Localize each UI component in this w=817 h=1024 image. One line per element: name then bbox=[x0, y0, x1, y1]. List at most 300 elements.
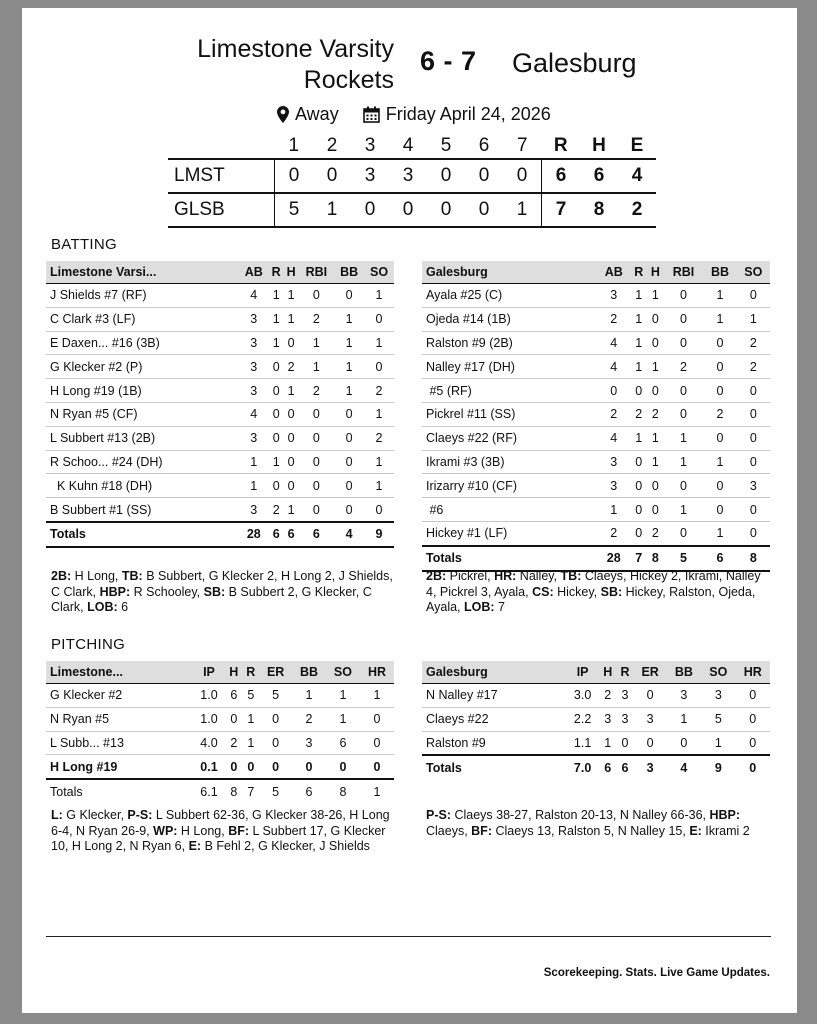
stat-value: 0 bbox=[360, 755, 394, 779]
totals-value: 8 bbox=[230, 785, 238, 800]
note-key: LOB: bbox=[464, 600, 495, 614]
note-key: SB: bbox=[203, 584, 226, 599]
stat-value: 0 bbox=[664, 474, 704, 498]
note-value: Hickey, bbox=[553, 584, 601, 599]
inning-score: 3 bbox=[364, 165, 376, 186]
totals-value: 6 bbox=[703, 546, 736, 571]
stat-value: 0 bbox=[284, 474, 299, 498]
stat-value: 3 bbox=[239, 331, 269, 355]
note-value: B Subbert, G Klecker 2, H Long 2, J Shields, C Clark, bbox=[51, 569, 393, 599]
stat-value: 1 bbox=[630, 284, 647, 308]
stat-value: 1 bbox=[647, 355, 664, 379]
stat-column-header: ER bbox=[634, 661, 667, 684]
stat-value: 1 bbox=[239, 450, 269, 474]
inning-score: 0 bbox=[503, 159, 542, 193]
stat-value: 0 bbox=[616, 731, 633, 755]
player-name: J Shields #7 (RF) bbox=[46, 284, 239, 308]
stat-column-header: IP bbox=[566, 661, 599, 684]
stat-value: 0 bbox=[736, 707, 770, 731]
stat-value: 0 bbox=[647, 379, 664, 403]
away-pitching-table bbox=[422, 661, 770, 780]
totals-row bbox=[46, 522, 394, 547]
stat-column-header: BB bbox=[292, 661, 326, 684]
stat-value: 0 bbox=[269, 426, 284, 450]
stat-value: 1 bbox=[334, 379, 364, 403]
player-name: Claeys #22 (RF) bbox=[422, 426, 597, 450]
stat-value: 1 bbox=[703, 284, 736, 308]
note-value: Nalley, bbox=[516, 569, 561, 583]
footer-tagline: Scorekeeping. Stats. Live Game Updates. bbox=[543, 967, 770, 979]
stat-value: 0 bbox=[630, 450, 647, 474]
stat-column-header: AB bbox=[239, 261, 269, 284]
runs-header: R bbox=[553, 135, 568, 156]
batter-row bbox=[422, 402, 770, 426]
stat-value: 0 bbox=[664, 331, 704, 355]
stat-value: 1 bbox=[703, 307, 736, 331]
stat-value: 3 bbox=[597, 284, 630, 308]
inning-header: 7 bbox=[516, 135, 528, 156]
batter-row bbox=[46, 284, 394, 308]
stat-column-header: BB bbox=[703, 261, 736, 284]
stat-value: 0 bbox=[299, 474, 335, 498]
batter-row bbox=[422, 284, 770, 308]
batter-row bbox=[46, 426, 394, 450]
player-name: N Ryan #5 bbox=[46, 707, 193, 731]
batter-row bbox=[422, 521, 770, 545]
totals-value: 4 bbox=[680, 761, 688, 776]
stat-value: 0 bbox=[737, 402, 770, 426]
away-pitching-notes bbox=[426, 808, 771, 839]
home-pitching-table bbox=[46, 661, 394, 804]
inning-score: 0 bbox=[326, 165, 338, 186]
stat-value: 1 bbox=[664, 450, 704, 474]
note-value: Claeys 38-27, Ralston 20-13, N Nalley 66-36, bbox=[451, 808, 710, 822]
note-value: H Long, bbox=[71, 569, 122, 583]
player-name: H Long #19 (1B) bbox=[46, 379, 239, 403]
stat-header-row bbox=[422, 261, 770, 284]
stat-value: 0 bbox=[334, 474, 364, 498]
totals-label: Totals bbox=[50, 785, 83, 800]
batter-row bbox=[46, 402, 394, 426]
stat-column-header: RBI bbox=[664, 261, 704, 284]
totals-row bbox=[422, 546, 770, 571]
game-meta bbox=[277, 104, 551, 125]
stat-column-header: RBI bbox=[299, 261, 335, 284]
batter-row bbox=[46, 498, 394, 522]
stat-value: 1 bbox=[334, 331, 364, 355]
stat-value: 1 bbox=[334, 355, 364, 379]
note-key: SB: bbox=[600, 584, 623, 599]
stat-value: 0 bbox=[299, 450, 335, 474]
stat-value: 3 bbox=[737, 474, 770, 498]
stat-value: 3 bbox=[239, 379, 269, 403]
totals-value: 28 bbox=[239, 522, 269, 547]
inning-score: 5 bbox=[288, 199, 300, 220]
stat-column-header: R bbox=[630, 261, 647, 284]
team-column-header: Galesburg bbox=[422, 661, 566, 684]
stat-value: 2 bbox=[599, 684, 616, 708]
stat-value: 2 bbox=[269, 498, 284, 522]
stat-value: 0 bbox=[634, 684, 667, 708]
stat-column-header: SO bbox=[364, 261, 394, 284]
player-name: N Ryan #5 (CF) bbox=[46, 402, 239, 426]
stat-value: 3 bbox=[239, 426, 269, 450]
stat-value: 0 bbox=[737, 284, 770, 308]
stat-value: 0 bbox=[299, 498, 335, 522]
inning-score: 0 bbox=[440, 165, 452, 186]
stat-column-header: SO bbox=[326, 661, 360, 684]
batter-row bbox=[46, 331, 394, 355]
stat-value: 0 bbox=[334, 498, 364, 522]
totals-value: 6 bbox=[299, 522, 335, 547]
note-value: Claeys, Hickey 2, Ikrami, Nalley 4, Pickrel 3, Ayala, bbox=[426, 569, 761, 599]
linescore-row-away bbox=[168, 193, 656, 227]
stat-value: 1 bbox=[269, 331, 284, 355]
stat-column-header: H bbox=[225, 661, 242, 684]
stat-value: 0 bbox=[703, 474, 736, 498]
note-value: Claeys 13, Ralston 5, N Nalley 15, bbox=[491, 823, 690, 838]
stat-value: 0 bbox=[737, 450, 770, 474]
totals-value: 7 bbox=[247, 785, 255, 800]
stat-value: 0 bbox=[630, 521, 647, 545]
stat-value: 3 bbox=[239, 498, 269, 522]
stat-column-header: BB bbox=[667, 661, 701, 684]
stat-value: 0 bbox=[299, 284, 335, 308]
pitching-section-title: PITCHING bbox=[51, 636, 126, 653]
stat-value: 0.1 bbox=[193, 755, 226, 779]
stat-value: 0 bbox=[664, 307, 704, 331]
team-column-header: Galesburg bbox=[422, 261, 597, 284]
player-name: Ayala #25 (C) bbox=[422, 284, 597, 308]
stat-column-header: R bbox=[616, 661, 633, 684]
calendar-icon bbox=[363, 106, 380, 123]
player-name: Pickrel #11 (SS) bbox=[422, 402, 597, 426]
stat-value: 5 bbox=[701, 707, 735, 731]
stat-column-header: ER bbox=[259, 661, 292, 684]
stat-value: 1 bbox=[647, 284, 664, 308]
away-batting-notes bbox=[426, 569, 771, 616]
stat-value: 1 bbox=[364, 331, 394, 355]
stat-value: 0 bbox=[703, 355, 736, 379]
stat-value: 1 bbox=[599, 731, 616, 755]
inning-score: 0 bbox=[478, 165, 490, 186]
location-pin-icon bbox=[277, 106, 289, 123]
stat-value: 0 bbox=[737, 426, 770, 450]
note-key: P-S: bbox=[426, 808, 451, 822]
linescore-team: GLSB bbox=[168, 193, 275, 227]
stat-value: 1 bbox=[242, 731, 259, 755]
stat-value: 0 bbox=[647, 307, 664, 331]
stat-value: 0 bbox=[360, 731, 394, 755]
stat-value: 1 bbox=[364, 450, 394, 474]
stat-value: 0 bbox=[334, 426, 364, 450]
stat-column-header: HR bbox=[360, 661, 394, 684]
stat-column-header: H bbox=[599, 661, 616, 684]
totals-value: 7.0 bbox=[573, 761, 592, 776]
home-team-line2: Rockets bbox=[303, 66, 394, 94]
stat-value: 1 bbox=[647, 450, 664, 474]
pitcher-row bbox=[46, 707, 394, 731]
player-name: H Long #19 bbox=[46, 755, 193, 779]
stat-value: 1 bbox=[269, 450, 284, 474]
totals-value: 9 bbox=[714, 761, 722, 776]
stat-value: 3 bbox=[597, 450, 630, 474]
stat-header-row bbox=[422, 661, 770, 684]
note-key: WP: bbox=[153, 823, 178, 838]
batter-row bbox=[422, 474, 770, 498]
stat-value: 0 bbox=[299, 402, 335, 426]
stat-value: 0 bbox=[284, 450, 299, 474]
inning-score: 0 bbox=[402, 199, 414, 220]
stat-value: 1 bbox=[364, 402, 394, 426]
note-value: Pickrel, bbox=[446, 569, 495, 583]
player-name: #6 bbox=[422, 498, 597, 522]
totals-value: 8 bbox=[339, 785, 347, 800]
totals-value: 6 bbox=[305, 785, 313, 800]
stat-value: 1 bbox=[737, 307, 770, 331]
totals-row bbox=[46, 779, 394, 804]
stat-value: 0 bbox=[703, 498, 736, 522]
stat-value: 3 bbox=[597, 474, 630, 498]
stat-value: 2 bbox=[647, 521, 664, 545]
note-value: Ikrami 2 bbox=[701, 823, 750, 838]
stat-column-header: HR bbox=[736, 661, 770, 684]
stat-value: 0 bbox=[284, 331, 299, 355]
stat-value: 1 bbox=[664, 498, 704, 522]
stat-column-header: SO bbox=[737, 261, 770, 284]
stat-value: 0 bbox=[597, 379, 630, 403]
note-value: R Schooley, bbox=[130, 584, 204, 599]
stat-value: 2 bbox=[737, 355, 770, 379]
stat-value: 4.0 bbox=[193, 731, 226, 755]
player-name: Ralston #9 (2B) bbox=[422, 331, 597, 355]
stat-value: 0 bbox=[703, 379, 736, 403]
stat-value: 3 bbox=[239, 355, 269, 379]
player-name: Claeys #22 bbox=[422, 707, 566, 731]
player-name: Ikrami #3 (3B) bbox=[422, 450, 597, 474]
totals-value: 5 bbox=[664, 546, 704, 571]
stat-value: 1 bbox=[667, 707, 701, 731]
note-key: E: bbox=[689, 823, 702, 838]
stat-value: 1 bbox=[360, 684, 394, 708]
note-key: E: bbox=[188, 839, 202, 853]
stat-value: 0 bbox=[334, 284, 364, 308]
batter-row bbox=[46, 307, 394, 331]
stat-value: 5 bbox=[242, 684, 259, 708]
stat-value: 3 bbox=[701, 684, 735, 708]
batter-row bbox=[46, 379, 394, 403]
stat-value: 0 bbox=[284, 402, 299, 426]
stat-value: 3 bbox=[634, 707, 667, 731]
stat-value: 2 bbox=[364, 379, 394, 403]
player-name: #5 (RF) bbox=[422, 379, 597, 403]
player-name: R Schoo... #24 (DH) bbox=[46, 450, 239, 474]
stat-value: 0 bbox=[664, 402, 704, 426]
stat-value: 1.1 bbox=[566, 731, 599, 755]
player-name: L Subbert #13 (2B) bbox=[46, 426, 239, 450]
stat-value: 2 bbox=[225, 731, 242, 755]
final-score: 6 - 7 bbox=[420, 46, 477, 76]
stat-column-header: SO bbox=[701, 661, 735, 684]
stat-value: 2 bbox=[299, 379, 335, 403]
inning-score: 3 bbox=[402, 165, 414, 186]
totals-value: 8 bbox=[647, 546, 664, 571]
stat-value: 4 bbox=[597, 355, 630, 379]
pitcher-row bbox=[46, 755, 394, 779]
stat-value: 1 bbox=[242, 707, 259, 731]
stat-value: 0 bbox=[647, 498, 664, 522]
stat-value: 1.0 bbox=[193, 707, 226, 731]
pitcher-row bbox=[46, 684, 394, 708]
stat-value: 1 bbox=[292, 684, 326, 708]
linescore-table bbox=[168, 134, 656, 228]
stat-value: 1 bbox=[364, 284, 394, 308]
note-key: HBP: bbox=[709, 808, 741, 822]
stat-value: 3 bbox=[616, 684, 633, 708]
batter-row bbox=[422, 331, 770, 355]
stat-value: 0 bbox=[634, 731, 667, 755]
stat-value: 0 bbox=[269, 474, 284, 498]
errors-total: 4 bbox=[631, 165, 643, 186]
stat-value: 0 bbox=[326, 755, 360, 779]
totals-value: 1 bbox=[373, 785, 381, 800]
hits-header: H bbox=[592, 135, 606, 156]
totals-value: 6 bbox=[284, 522, 299, 547]
inning-header: 6 bbox=[478, 135, 490, 156]
stat-value: 0 bbox=[259, 755, 292, 779]
pitcher-row bbox=[422, 684, 770, 708]
note-key: HR: bbox=[494, 569, 517, 583]
inning-score: 1 bbox=[326, 199, 338, 220]
totals-label: Totals bbox=[426, 761, 462, 776]
totals-value: 5 bbox=[272, 785, 280, 800]
note-value: Claeys, bbox=[426, 823, 472, 838]
stat-value: 2 bbox=[597, 307, 630, 331]
stat-value: 6 bbox=[225, 684, 242, 708]
note-key: 2B: bbox=[51, 569, 72, 583]
totals-value: 3 bbox=[646, 761, 654, 776]
linescore-team: LMST bbox=[168, 159, 275, 193]
runs-total: 7 bbox=[555, 199, 567, 220]
inning-score: 1 bbox=[503, 193, 542, 227]
stat-value: 0 bbox=[284, 426, 299, 450]
home-team-line1: Limestone Varsity bbox=[197, 35, 394, 63]
away-team-name: Galesburg bbox=[512, 48, 637, 78]
stat-value: 2 bbox=[299, 307, 335, 331]
hits-total: 8 bbox=[593, 199, 605, 220]
stat-column-header: R bbox=[269, 261, 284, 284]
stat-value: 0 bbox=[647, 331, 664, 355]
player-name: Irizarry #10 (CF) bbox=[422, 474, 597, 498]
note-value: Hickey, Ralston, Ojeda, Ayala, bbox=[426, 584, 756, 614]
batter-row bbox=[422, 450, 770, 474]
totals-label: Totals bbox=[422, 546, 597, 571]
stat-value: 0 bbox=[364, 355, 394, 379]
stat-value: 3 bbox=[292, 731, 326, 755]
note-value: H Long, bbox=[177, 823, 229, 838]
stat-value: 1 bbox=[299, 355, 335, 379]
stat-value: 3 bbox=[239, 307, 269, 331]
note-value: 7 bbox=[494, 600, 505, 614]
errors-total: 2 bbox=[631, 199, 643, 220]
player-name: Ojeda #14 (1B) bbox=[422, 307, 597, 331]
team-column-header: Limestone... bbox=[46, 661, 193, 684]
stat-value: 0 bbox=[737, 498, 770, 522]
stat-value: 2 bbox=[664, 355, 704, 379]
note-key: TB: bbox=[560, 569, 582, 583]
stat-value: 0 bbox=[737, 521, 770, 545]
stat-value: 0 bbox=[364, 307, 394, 331]
stat-value: 2 bbox=[597, 402, 630, 426]
stat-value: 1 bbox=[299, 331, 335, 355]
stat-header-row bbox=[46, 261, 394, 284]
note-value: G Klecker, bbox=[62, 808, 128, 822]
stat-value: 0 bbox=[630, 379, 647, 403]
stat-column-header: BB bbox=[334, 261, 364, 284]
player-name: C Clark #3 (LF) bbox=[46, 307, 239, 331]
batter-row bbox=[46, 474, 394, 498]
stat-value: 2 bbox=[284, 355, 299, 379]
runs-total: 6 bbox=[555, 165, 567, 186]
stat-value: 3 bbox=[599, 707, 616, 731]
stat-value: 4 bbox=[597, 331, 630, 355]
linescore-header-row bbox=[168, 134, 656, 159]
note-key: LOB: bbox=[87, 600, 118, 614]
team-column-header: Limestone Varsi... bbox=[46, 261, 239, 284]
player-name: B Subbert #1 (SS) bbox=[46, 498, 239, 522]
stat-value: 1 bbox=[630, 426, 647, 450]
stat-value: 3 bbox=[667, 684, 701, 708]
scorecard-page bbox=[22, 8, 797, 1013]
pitcher-row bbox=[422, 731, 770, 755]
home-batting-notes bbox=[51, 569, 396, 616]
batter-row bbox=[46, 450, 394, 474]
hits-total: 6 bbox=[593, 165, 605, 186]
stat-value: 0 bbox=[630, 498, 647, 522]
batter-row bbox=[422, 307, 770, 331]
totals-value: 6 bbox=[269, 522, 284, 547]
stat-value: 1 bbox=[284, 284, 299, 308]
errors-header: E bbox=[630, 135, 644, 156]
stat-value: 0 bbox=[703, 331, 736, 355]
totals-value: 6 bbox=[604, 761, 612, 776]
stat-value: 6 bbox=[326, 731, 360, 755]
player-name: K Kuhn #18 (DH) bbox=[46, 474, 239, 498]
stat-value: 1 bbox=[364, 474, 394, 498]
player-name: G Klecker #2 bbox=[46, 684, 193, 708]
stat-value: 1 bbox=[269, 284, 284, 308]
totals-value: 4 bbox=[334, 522, 364, 547]
stat-value: 0 bbox=[269, 379, 284, 403]
inning-header: 2 bbox=[326, 135, 338, 156]
note-value: 6 bbox=[117, 600, 129, 614]
location-label: Away bbox=[295, 104, 339, 124]
stat-value: 0 bbox=[269, 355, 284, 379]
batter-row bbox=[422, 355, 770, 379]
note-value: L Subbert 62-36, G Klecker 38-26, H Long 6-4, N Ryan 26-9, bbox=[51, 808, 390, 838]
totals-value: 9 bbox=[364, 522, 394, 547]
stat-value: 0 bbox=[299, 426, 335, 450]
batting-section-title: BATTING bbox=[51, 236, 117, 253]
home-pitching-notes bbox=[51, 808, 396, 855]
stat-value: 0 bbox=[259, 707, 292, 731]
stat-value: 0 bbox=[664, 379, 704, 403]
stat-value: 3.0 bbox=[566, 684, 599, 708]
stat-value: 0 bbox=[664, 284, 704, 308]
totals-value: 0 bbox=[749, 761, 757, 776]
stat-value: 4 bbox=[239, 284, 269, 308]
note-value: L Subbert 17, G Klecker 10, H Long 2, N Ryan 6, bbox=[51, 823, 386, 853]
